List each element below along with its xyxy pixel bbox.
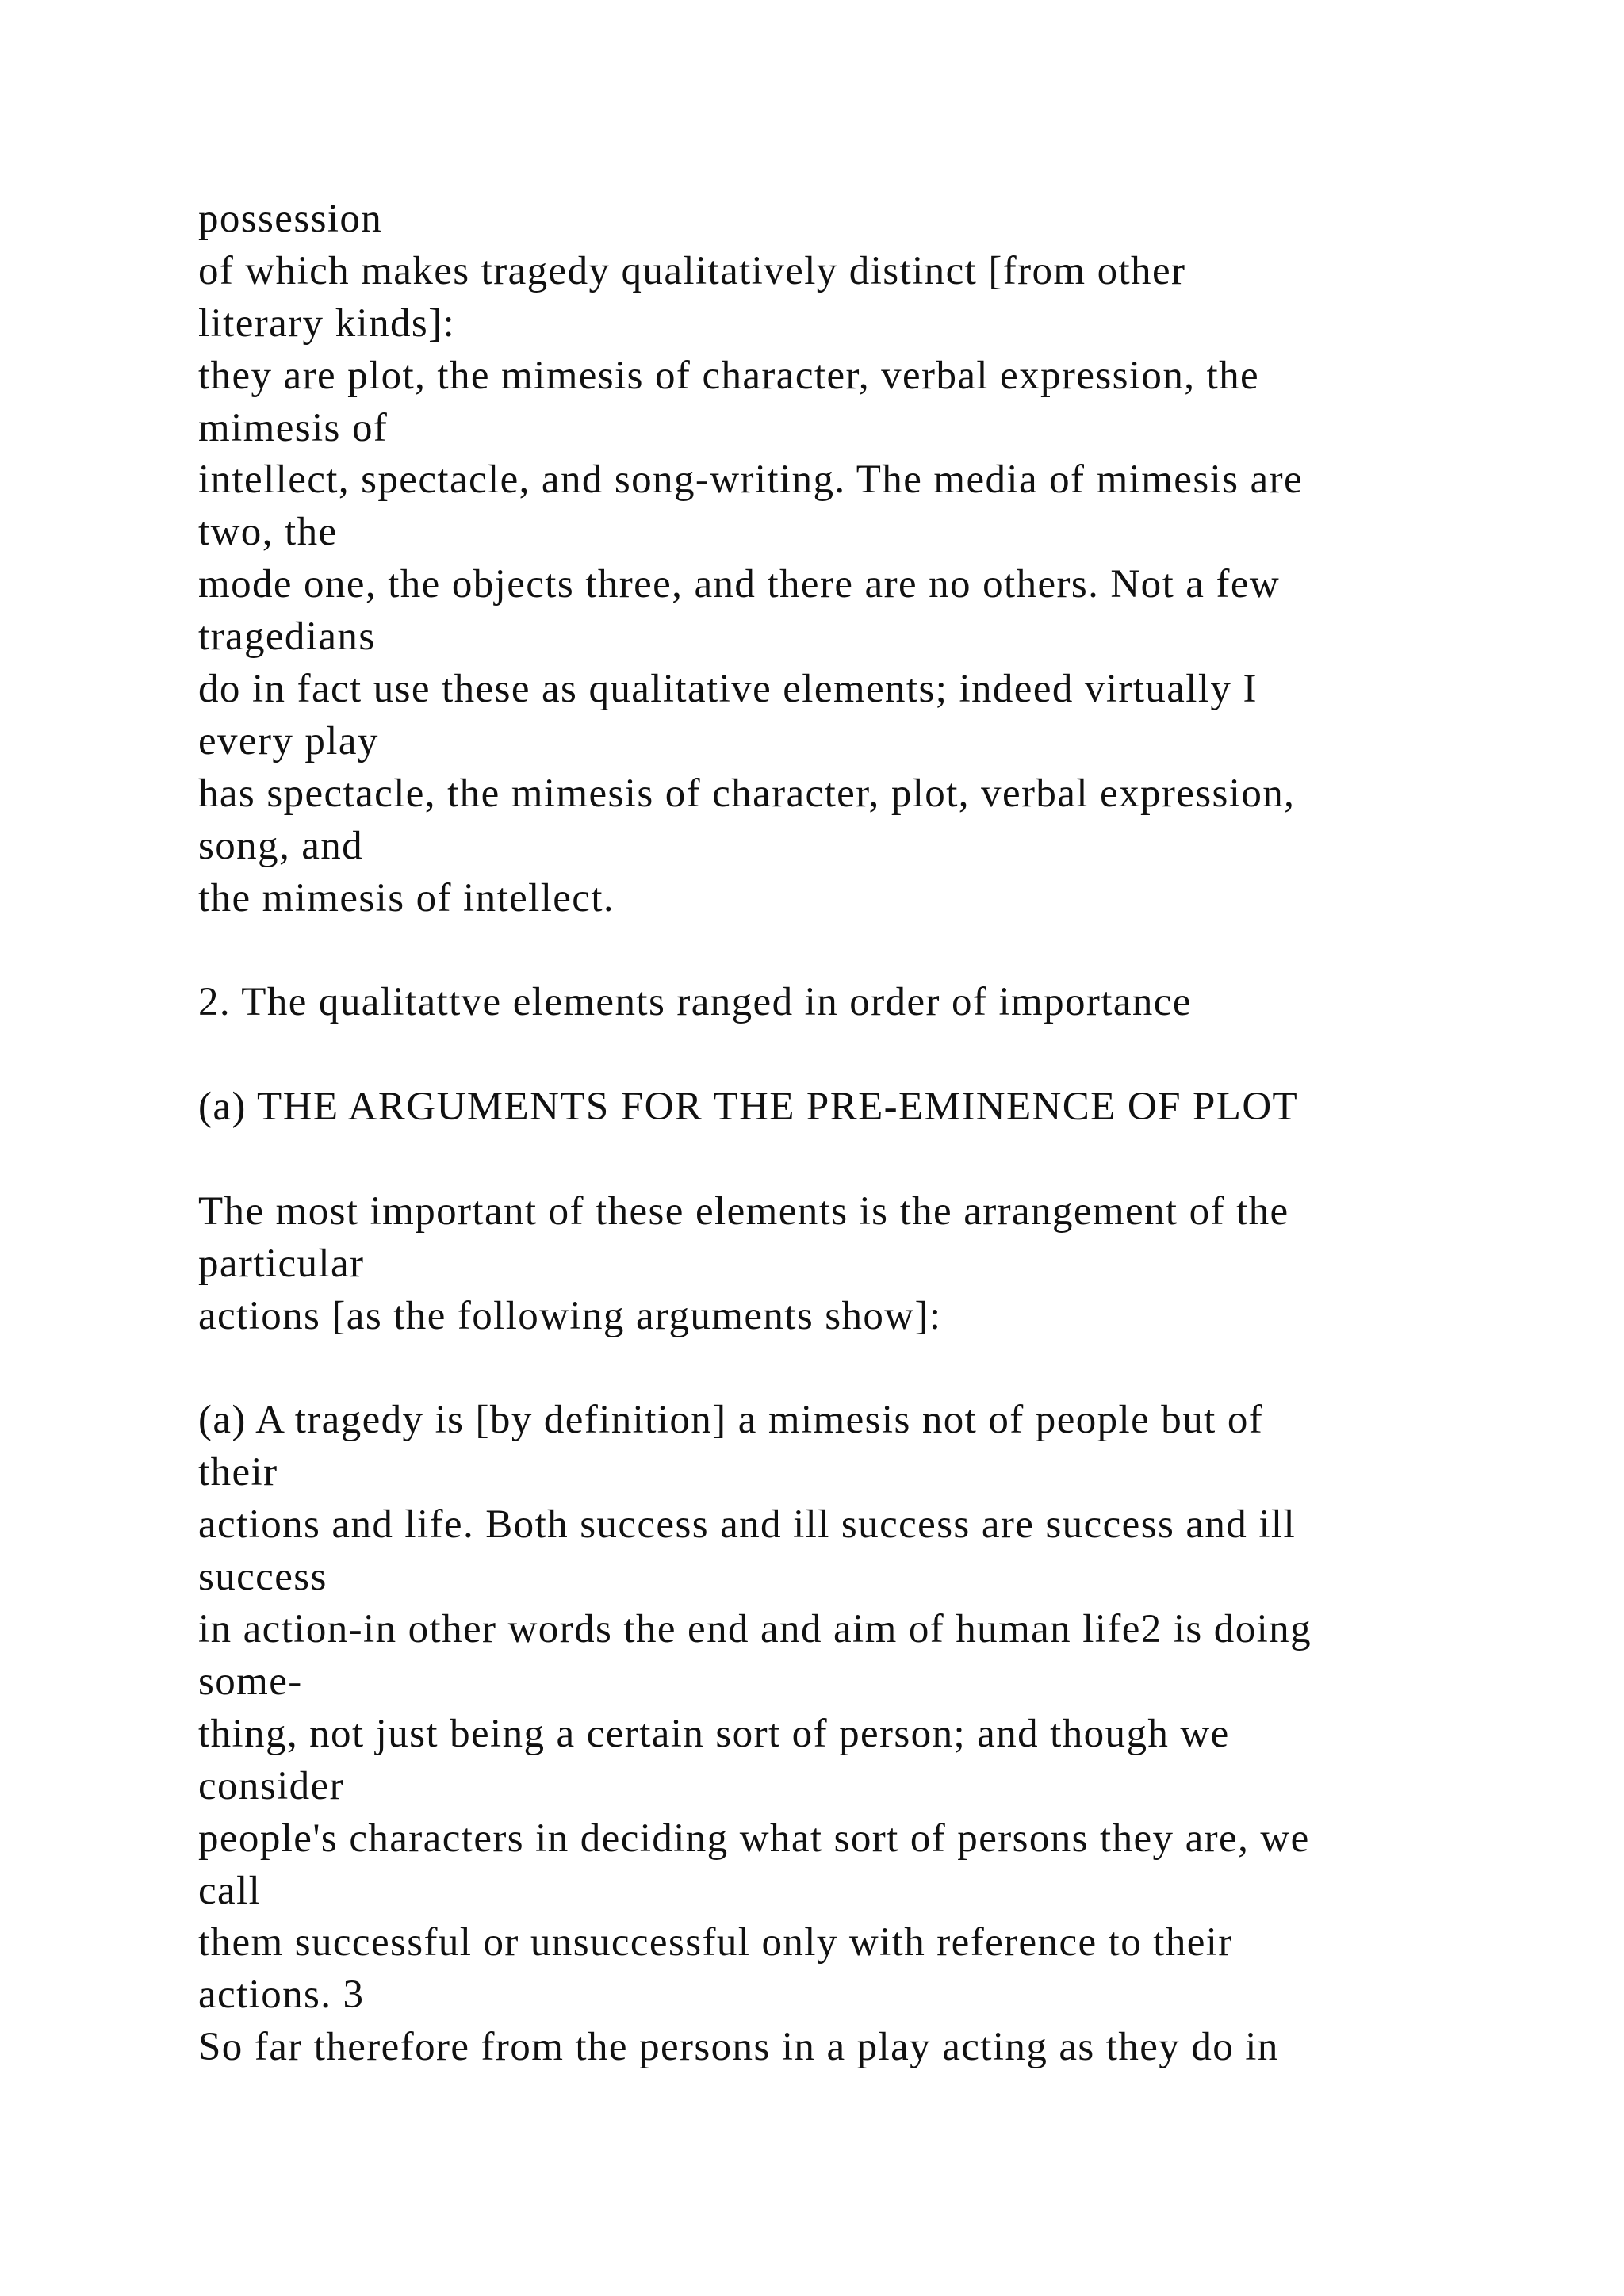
text-line: The most important of these elements is the arrangement of the bbox=[198, 1188, 1289, 1234]
text-line: song, and bbox=[198, 823, 364, 868]
text-line: do in fact use these as qualitative elements; indeed virtually I bbox=[198, 667, 1258, 712]
text-line: intellect, spectacle, and song-writing. The media of mimesis are bbox=[198, 457, 1303, 503]
text-line: So far therefore from the persons in a play acting as they do in bbox=[198, 2025, 1279, 2070]
text-line: two, the bbox=[198, 510, 338, 555]
text-line: the mimesis of intellect. bbox=[198, 875, 615, 920]
blank-line bbox=[198, 1343, 1546, 1395]
text-line: people's characters in deciding what sort of persons they are, we bbox=[198, 1816, 1310, 1861]
text-line: success bbox=[198, 1555, 327, 1600]
text-line: some- bbox=[198, 1659, 303, 1704]
text-line: consider bbox=[198, 1763, 344, 1808]
text-line: them successful or unsuccessful only with reference to their bbox=[198, 1920, 1233, 1965]
subsection-heading: (a) THE ARGUMENTS FOR THE PRE-EMINENCE OF PLOT bbox=[198, 1085, 1299, 1130]
blank-line bbox=[198, 924, 1546, 977]
text-line: actions. 3 bbox=[198, 1973, 365, 2018]
blank-line bbox=[198, 1029, 1546, 1081]
section-heading: 2. The qualitattve elements ranged in order of importance bbox=[198, 980, 1192, 1025]
blank-line bbox=[198, 1134, 1546, 1186]
text-line: thing, not just being a certain sort of person; and though we bbox=[198, 1711, 1230, 1756]
text-line: their bbox=[198, 1450, 278, 1495]
text-line: of which makes tragedy qualitatively distinct [from other bbox=[198, 248, 1186, 293]
text-line: has spectacle, the mimesis of character, plot, verbal expression, bbox=[198, 771, 1296, 816]
text-line: literary kinds]: bbox=[198, 300, 456, 346]
text-line: every play bbox=[198, 718, 379, 763]
text-line: particular bbox=[198, 1241, 365, 1286]
text-line: mode one, the objects three, and there are no others. Not a few bbox=[198, 562, 1281, 607]
text-line: call bbox=[198, 1868, 262, 1913]
text-line: mimesis of bbox=[198, 405, 389, 450]
text-line: (a) A tragedy is [by definition] a mimesis not of people but of bbox=[198, 1398, 1264, 1443]
text-line: in action-in other words the end and aim of human life2 is doing bbox=[198, 1607, 1312, 1652]
text-line: they are plot, the mimesis of character, verbal expression, the bbox=[198, 353, 1260, 398]
text-line: possession bbox=[198, 197, 383, 241]
text-line: actions [as the following arguments show]: bbox=[198, 1293, 942, 1338]
text-line: tragedians bbox=[198, 614, 376, 660]
document-text bbox=[198, 193, 1546, 2074]
text-line: actions and life. Both success and ill success are success and ill bbox=[198, 1502, 1297, 1548]
